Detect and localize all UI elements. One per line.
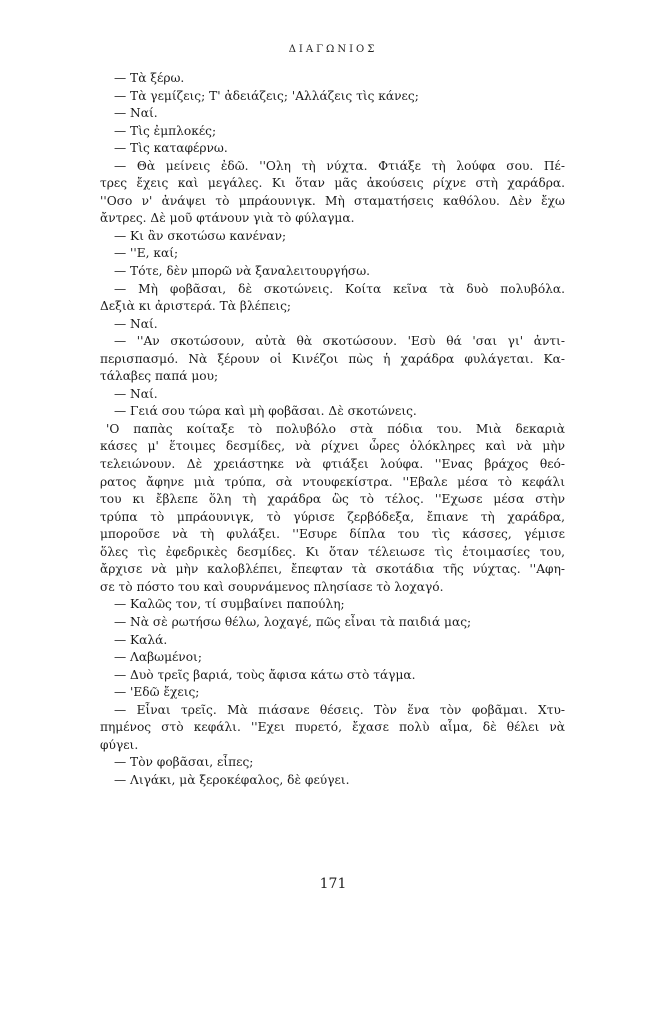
text-line: ρατος ἄφηνε μιὰ τρύπα, σὰ ντουφεκίστρα. ''Εβαλε μέσα τὸ κεφάλι (100, 474, 565, 489)
text-line: — 'Εδῶ ἔχεις; (114, 685, 200, 700)
text-line: πημένος στὸ κεφάλι. ''Εχει πυρετό, ἔχασε πολὺ αἷμα, δὲ θέλει νὰ (100, 720, 565, 735)
text-line: περισπασμό. Νὰ ξέρουν οἱ Κινέζοι πὼς ἡ χαράδρα φυλάγεται. Κα- (100, 351, 565, 366)
text-line: — Τότε, δὲν μπορῶ νὰ ξαναλειτουργήσω. (114, 264, 371, 279)
text-line: ἄντρες. Δὲ μοῦ φτάνουν γιὰ τὸ φύλαγμα. (100, 211, 355, 226)
text-line: ''Οσο ν' ἀνάψει τὸ μπράουνιγκ. Μὴ σταματήσεις καθόλου. Δὲν ἔχω (100, 193, 565, 208)
text-line: — Τὰ γεμίζεις; Τ' ἀδειάζεις; 'Αλλάζεις τὶς κάνες; (114, 88, 419, 103)
text-line: — Γειά σου τώρα καὶ μὴ φοβᾶσαι. Δὲ σκοτώνεις. (114, 404, 417, 419)
text-line: τρες ἔχεις καὶ μεγάλες. Κι ὅταν μᾶς ἀκούσεις ρίχνε στὴ χαράδρα. (100, 176, 565, 191)
text-line: Δεξιὰ κι ἀριστερά. Τὰ βλέπεις; (100, 299, 292, 314)
text-line: ἄρχισε νὰ μὴν καλοβλέπει, ἔπεφταν τὰ σκοτάδια τῆς νύχτας. ''Αφη- (100, 562, 565, 577)
text-line: — Καλῶς τον, τί συμβαίνει παπούλη; (114, 597, 345, 612)
text-line: — Λαβωμένοι; (114, 650, 202, 665)
text-line: — Κι ἂν σκοτώσω κανέναν; (114, 228, 287, 243)
text-line: — Νὰ σὲ ρωτήσω θέλω, λοχαγέ, πῶς εἶναι τὰ παιδιά μας; (114, 614, 472, 629)
text-line: τελειώνουν. Δὲ χρειάστηκε νὰ φτιάξει λούφα. ''Ενας βράχος θεό- (100, 457, 565, 472)
text-line: — ''Αν σκοτώσουν, αὐτὰ θὰ σκοτώσουν. 'Εσὺ θά 'σαι γι' ἀντι- (114, 334, 565, 349)
text-line: του κι ἔβλεπε ὅλη τὴ χαράδρα ὣς τὸ τέλος. ''Εχωσε μέσα στὴν (100, 492, 565, 507)
body-text (100, 70, 565, 789)
text-line: — Μὴ φοβᾶσαι, δὲ σκοτώνεις. Κοίτα κεῖνα τὰ δυὸ πολυβόλα. (114, 281, 565, 296)
text-line: — Λιγάκι, μὰ ξεροκέφαλος, δὲ φεύγει. (114, 772, 350, 787)
text-line: — Ναί. (114, 316, 158, 331)
text-line: — Δυὸ τρεῖς βαριά, τοὺς ἄφισα κάτω στὸ τάγμα. (114, 667, 416, 682)
text-line: ὅλες τὶς ἐφεδρικὲς δεσμίδες. Κι ὅταν τέλειωσε τὶς ἑτοιμασίες του, (100, 544, 565, 559)
text-line: κάσες μ' ἕτοιμες δεσμίδες, νὰ ρίχνει ὧρες ὁλόκληρες καὶ νὰ μὴν (100, 439, 565, 454)
text-line: μποροῦσε νὰ τὴ φυλάξει. ''Εσυρε δίπλα του τὶς κάσσες, γέμισε (100, 527, 565, 542)
text-line: — Θὰ μείνεις ἐδῶ. ''Ολη τὴ νύχτα. Φτιάξε τὴ λούφα σου. Πέ- (114, 158, 565, 173)
text-line: τάλαβες παπά μου; (100, 369, 219, 384)
text-line: — ''Ε, καί; (114, 246, 179, 261)
text-line: — Τὰ ξέρω. (114, 71, 185, 85)
text-line: — Τὶς ἐμπλοκές; (114, 123, 217, 138)
text-line: σε τὸ πόστο του καὶ σουρνάμενος πλησίασε τὸ λοχαγό. (100, 579, 444, 594)
page-number: 171 (319, 876, 347, 892)
text-line: — Ναί. (114, 106, 158, 121)
text-line: — Εἶναι τρεῖς. Μὰ πιάσανε θέσεις. Τὸν ἕνα τὸν φοβᾶμαι. Χτυ- (114, 702, 565, 717)
running-head: ΔΙΑΓΩΝΙΟΣ (288, 44, 378, 55)
text-line: — Ναί. (114, 386, 158, 401)
text-line: 'Ο παπὰς κοίταξε τὸ πολυβόλο στὰ πόδια του. Μιὰ δεκαριὰ (106, 421, 565, 436)
text-line: — Τὸν φοβᾶσαι, εἶπες; (114, 755, 254, 770)
text-line: — Καλά. (114, 632, 168, 647)
text-line: τρύπα τὸ μπράουνιγκ, τὸ γύρισε ζερβόδεξα, ἔπιανε τὴ χαράδρα, (100, 509, 565, 524)
text-line: φύγει. (100, 737, 139, 752)
text-line: — Τὶς καταφέρνω. (114, 141, 228, 156)
